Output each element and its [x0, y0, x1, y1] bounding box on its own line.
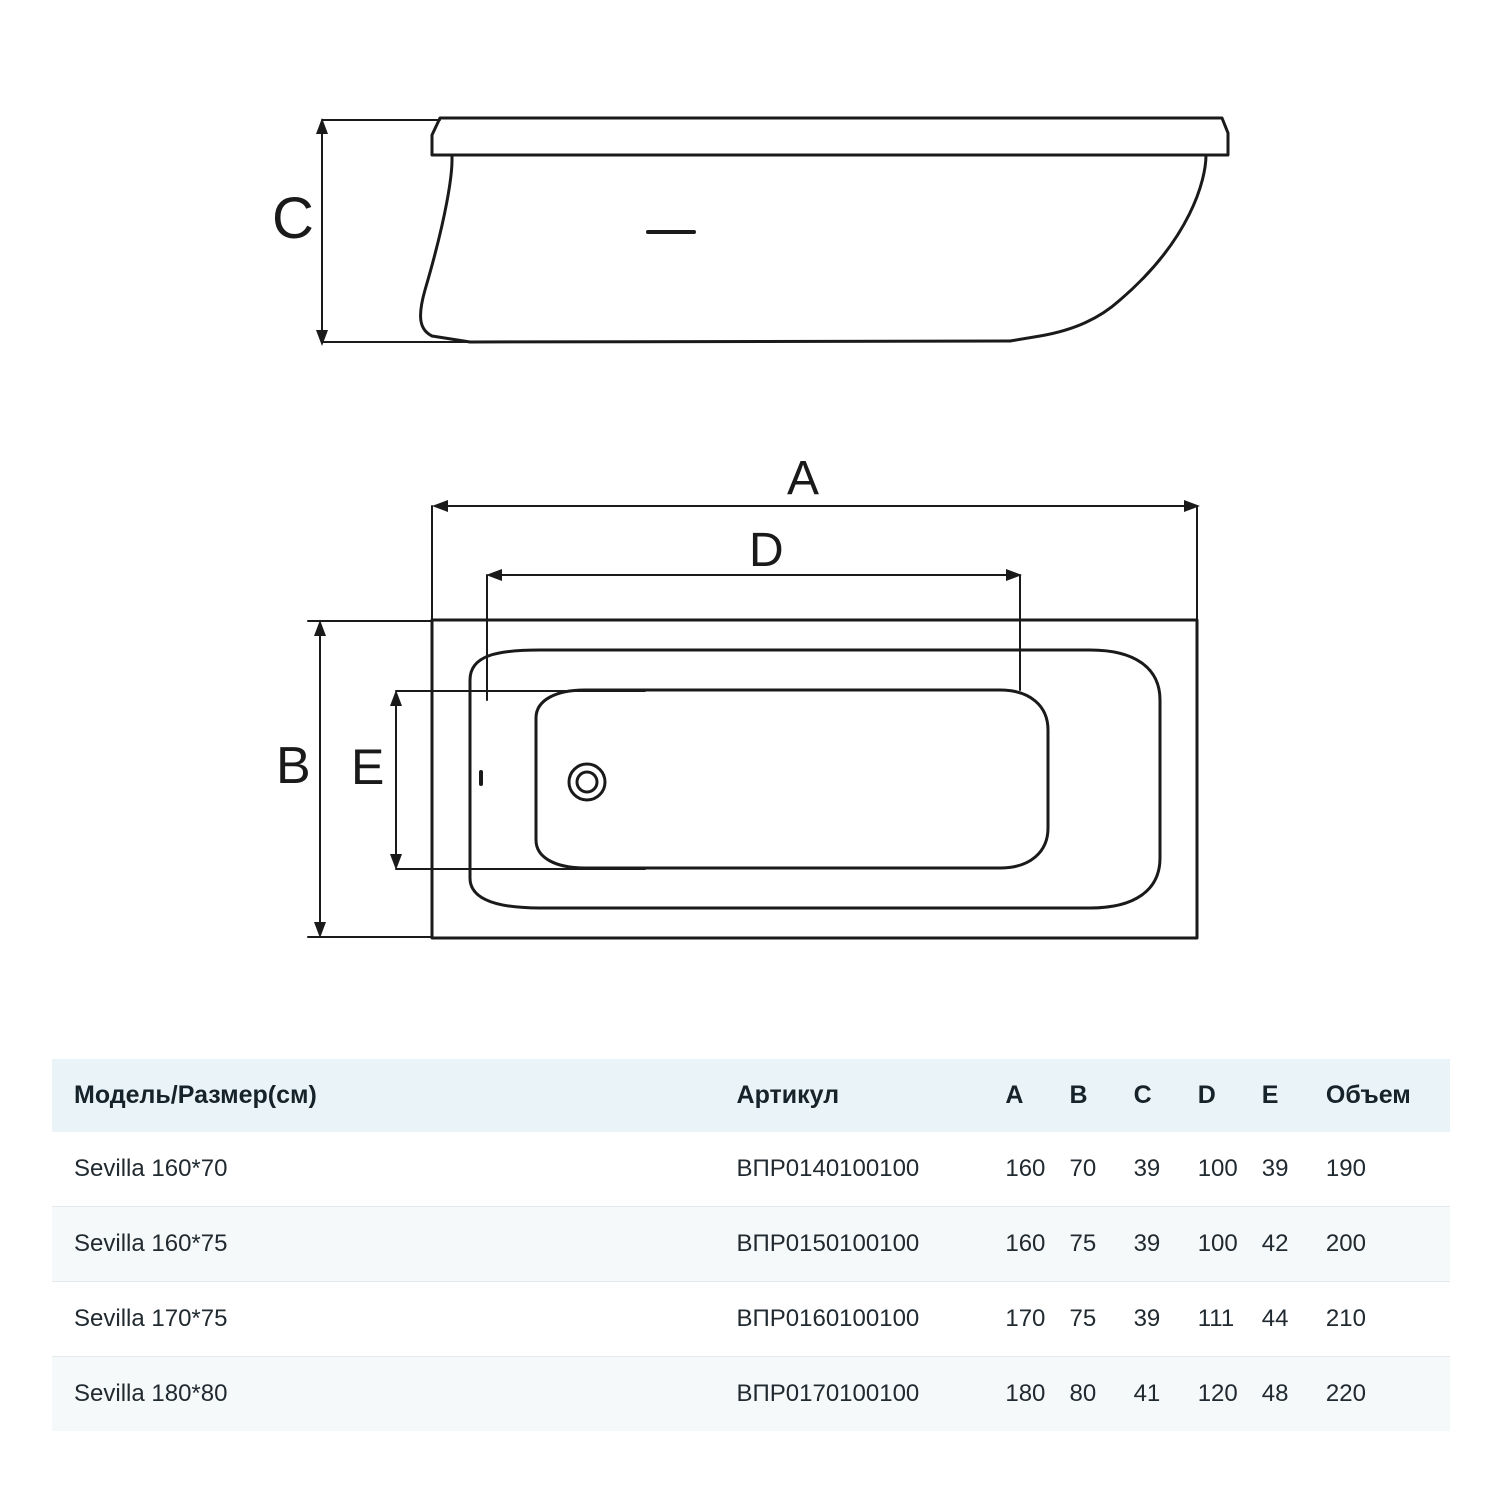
bathtub-top-view	[432, 620, 1197, 938]
cell-a: 170	[1005, 1282, 1069, 1357]
cell-model: Sevilla 160*70	[52, 1132, 737, 1207]
dimension-d	[486, 569, 1022, 700]
cell-volume: 190	[1326, 1132, 1450, 1207]
cell-c: 39	[1134, 1132, 1198, 1207]
table-row	[52, 1282, 1450, 1357]
cell-a: 180	[1005, 1357, 1069, 1432]
header-model: Модель/Размер(см)	[52, 1059, 737, 1132]
dimension-label-e: E	[351, 739, 385, 795]
cell-volume: 210	[1326, 1282, 1450, 1357]
dimension-e	[390, 690, 645, 870]
cell-b: 70	[1069, 1132, 1133, 1207]
header-d: D	[1198, 1059, 1262, 1132]
cell-d: 111	[1198, 1282, 1262, 1357]
header-e: E	[1262, 1059, 1326, 1132]
cell-b: 75	[1069, 1282, 1133, 1357]
cell-d: 120	[1198, 1357, 1262, 1432]
header-a: A	[1005, 1059, 1069, 1132]
cell-article: ВПР0170100100	[737, 1357, 1006, 1432]
cell-article: ВПР0140100100	[737, 1132, 1006, 1207]
cell-article: ВПР0150100100	[737, 1207, 1006, 1282]
header-b: B	[1069, 1059, 1133, 1132]
dimension-label-c: C	[272, 186, 314, 251]
header-article: Артикул	[737, 1059, 1006, 1132]
cell-c: 39	[1134, 1207, 1198, 1282]
bathtub-side-view	[421, 118, 1228, 342]
cell-e: 42	[1262, 1207, 1326, 1282]
table-row	[52, 1207, 1450, 1282]
dimension-label-d: D	[749, 524, 784, 577]
specifications-table	[52, 1059, 1450, 1431]
cell-model: Sevilla 180*80	[52, 1357, 737, 1432]
dimension-label-a: A	[787, 452, 820, 505]
dimension-label-b: B	[276, 737, 311, 795]
cell-d: 100	[1198, 1207, 1262, 1282]
cell-e: 39	[1262, 1132, 1326, 1207]
cell-e: 44	[1262, 1282, 1326, 1357]
header-volume: Объем	[1326, 1059, 1450, 1132]
cell-model: Sevilla 160*75	[52, 1207, 737, 1282]
table-header-row	[52, 1059, 1450, 1132]
cell-model: Sevilla 170*75	[52, 1282, 737, 1357]
cell-e: 48	[1262, 1357, 1326, 1432]
header-c: C	[1134, 1059, 1198, 1132]
cell-a: 160	[1005, 1207, 1069, 1282]
cell-a: 160	[1005, 1132, 1069, 1207]
cell-c: 39	[1134, 1282, 1198, 1357]
cell-b: 75	[1069, 1207, 1133, 1282]
cell-c: 41	[1134, 1357, 1198, 1432]
cell-d: 100	[1198, 1132, 1262, 1207]
dimension-a	[432, 500, 1200, 620]
table-row	[52, 1357, 1450, 1432]
cell-b: 80	[1069, 1357, 1133, 1432]
cell-article: ВПР0160100100	[737, 1282, 1006, 1357]
cell-volume: 220	[1326, 1357, 1450, 1432]
cell-volume: 200	[1326, 1207, 1450, 1282]
table-row	[52, 1132, 1450, 1207]
